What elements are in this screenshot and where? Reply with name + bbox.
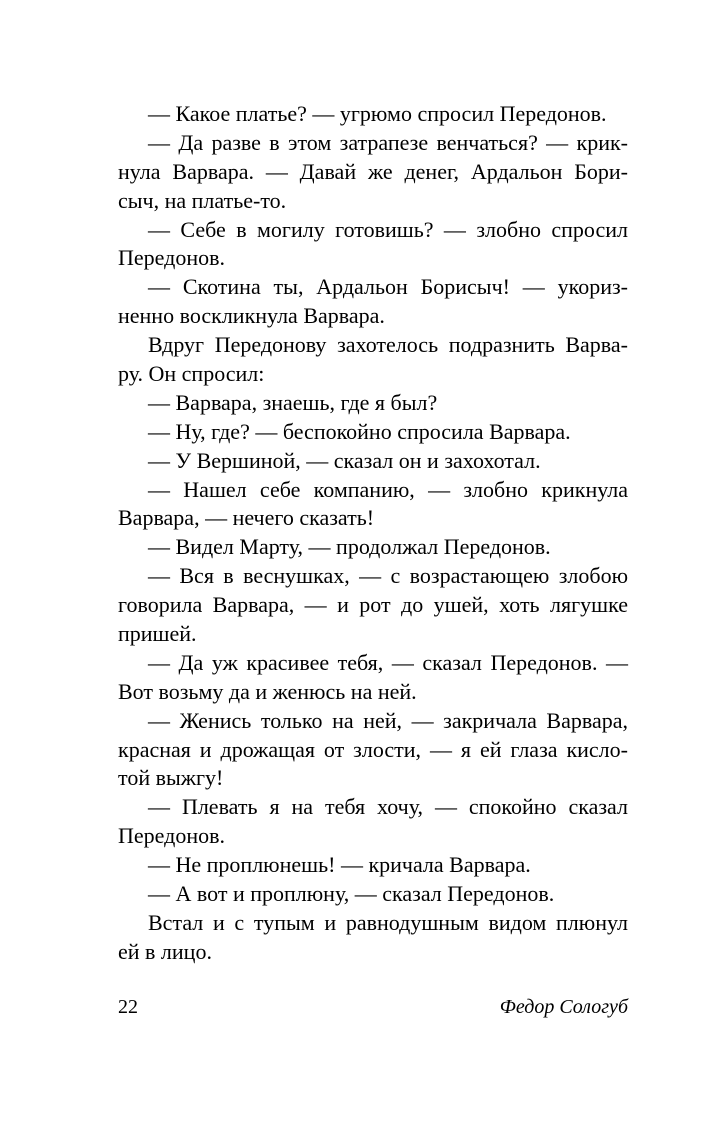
text-line: ненно воскликнула Варвара. [118, 303, 385, 329]
text-line: Передонов. [118, 245, 225, 271]
text-line: — Варвара, знаешь, где я был? [148, 389, 438, 415]
text-line: Передонов. [118, 823, 225, 849]
text-line: — Не проплюнешь! — кричала Варвара. [148, 852, 531, 878]
text-line: Вдруг Передонову захотелось подразнить Варва- [148, 332, 628, 358]
text-line: — Да уж красивее тебя, — сказал Передонов. — [148, 649, 628, 675]
text-line: Встал и с тупым и равнодушным видом плюнул [148, 909, 628, 935]
text-line: говорила Варвара, — и рот до ушей, хоть лягушке [118, 592, 628, 618]
text-line: — Нашел себе компанию, — злобно крикнула [148, 476, 628, 502]
text-line: — Плевать я на тебя хочу, — спокойно сказал [148, 794, 628, 820]
page-footer [118, 993, 628, 1023]
text-line: Варвара, — нечего сказать! [118, 505, 375, 531]
running-author: Федор Сологуб [499, 996, 628, 1018]
body-text [118, 100, 628, 967]
text-line: — Скотина ты, Ардальон Борисыч! — укориз- [148, 274, 628, 300]
text-line: Вот возьму да и женюсь на ней. [118, 678, 417, 704]
text-line: — Какое платье? — угрюмо спросил Передонов. [148, 101, 607, 126]
text-line: нула Варвара. — Давай же денег, Ардальон Бори- [118, 158, 628, 184]
text-line: — Да разве в этом затрапезе венчаться? — крик- [148, 129, 628, 155]
text-line: ей в лицо. [118, 938, 212, 964]
page-number: 22 [118, 996, 138, 1018]
text-line: той выжгу! [118, 765, 224, 791]
text-line: — Ну, где? — беспокойно спросила Варвара. [148, 418, 571, 444]
text-line: красная и дрожащая от злости, — я ей глаза кисло- [118, 736, 628, 762]
text-line: — Женись только на ней, — закричала Варвара, [148, 707, 628, 733]
text-line: сыч, на платье-то. [118, 187, 287, 213]
text-line: пришей. [118, 621, 197, 647]
text-line: — У Вершиной, — сказал он и захохотал. [148, 447, 541, 473]
text-line: — А вот и проплюну, — сказал Передонов. [148, 881, 555, 907]
text-line: — Вся в веснушках, — с возрастающею злобою [148, 563, 628, 589]
text-line: — Себе в могилу готовишь? — злобно спросил [148, 216, 628, 242]
text-line: — Видел Марту, — продолжал Передонов. [148, 534, 551, 560]
text-line: ру. Он спросил: [118, 361, 265, 387]
